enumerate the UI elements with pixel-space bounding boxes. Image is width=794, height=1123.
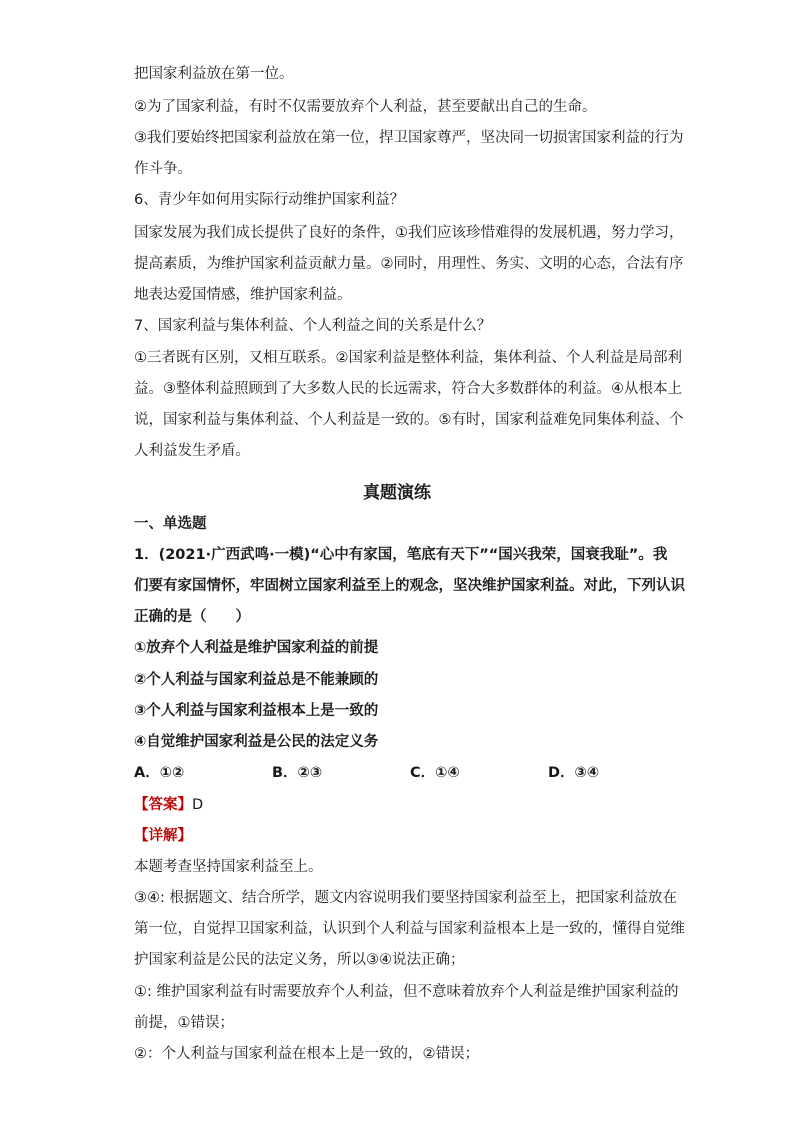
text-line: 前提，①错误； [134,1015,234,1031]
text-line: 国家发展为我们成长提供了良好的条件，①我们应该珍惜难得的发展机遇，努力学习， [134,225,684,241]
detail-line [134,826,192,846]
statement-item: ④自觉维护国家利益是公民的法定义务 [134,734,379,750]
statement-item: ③个人利益与国家利益根本上是一致的 [134,703,379,719]
text-line: ①三者既有区别，又相互联系。②国家利益是整体利益，集体利益、个人利益是局部利 [134,350,682,366]
answer-label: 【答案】 [134,797,192,813]
text-line: ③我们要始终把国家利益放在第一位，捍卫国家尊严，坚决同一切损害国家利益的行为 [134,130,684,146]
part-heading: 一、单选题 [134,516,207,532]
text-line: 作斗争。 [134,161,192,177]
answer-line [134,795,203,815]
option-d: D．③④ [548,765,600,781]
text-line: 人利益发生矛盾。 [134,443,250,459]
question-stem: 正确的是（ ） [134,609,250,625]
text-line: ②：个人利益与国家利益在根本上是一致的，②错误； [134,1046,479,1062]
text-line: ②为了国家利益，有时不仅需要放弃个人利益，甚至要献出自己的生命。 [134,99,597,115]
text-line: 说，国家利益与集体利益、个人利益是一致的。⑤有时，国家利益难免同集体利益、个 [134,412,684,428]
question-7: 7、国家利益与集体利益、个人利益之间的关系是什么？ [134,318,492,334]
question-6: 6、青少年如何用实际行动维护国家利益？ [134,192,405,208]
section-title: 真题演练 [363,483,431,503]
text-line: 第一位，自觉捍卫国家利益，认识到个人利益与国家利益根本上是一致的，懂得自觉维 [134,921,685,937]
detail-label: 【详解】 [134,828,192,844]
text-line: 把国家利益放在第一位。 [134,66,294,82]
option-a: A．①② [134,765,185,781]
text-line: 益。③整体利益照顾到了大多数人民的长远需求，符合大多数群体的利益。④从根本上 [134,381,682,397]
answer-value: D [192,797,204,813]
statement-item: ①放弃个人利益是维护国家利益的前提 [134,640,379,656]
text-line: 本题考查坚持国家利益至上。 [134,859,323,875]
question-stem: 们要有家国情怀，牢固树立国家利益至上的观念，坚决维护国家利益。对此，下列认识 [134,578,685,594]
statement-item: ②个人利益与国家利益总是不能兼顾的 [134,672,379,688]
option-c: C．①④ [410,765,460,781]
text-line: ③④: 根据题文、结合所学，题文内容说明我们要坚持国家利益至上，把国家利益放在 [134,890,677,906]
text-line: 护国家利益是公民的法定义务，所以③④说法正确； [134,952,465,968]
text-line: 地表达爱国情感，维护国家利益。 [134,287,352,303]
question-stem: 1．(2021·广西武鸣·一模)“心中有家国，笔底有天下”“国兴我荣，国衰我耻”。我 [134,547,668,563]
text-line: 提高素质，为维护国家利益贡献力量。②同时，用理性、务实、文明的心态，合法有序 [134,256,684,272]
text-line: ①: 维护国家利益有时需要放弃个人利益，但不意味着放弃个人利益是维护国家利益的 [134,984,679,1000]
option-b: B．②③ [272,765,323,781]
